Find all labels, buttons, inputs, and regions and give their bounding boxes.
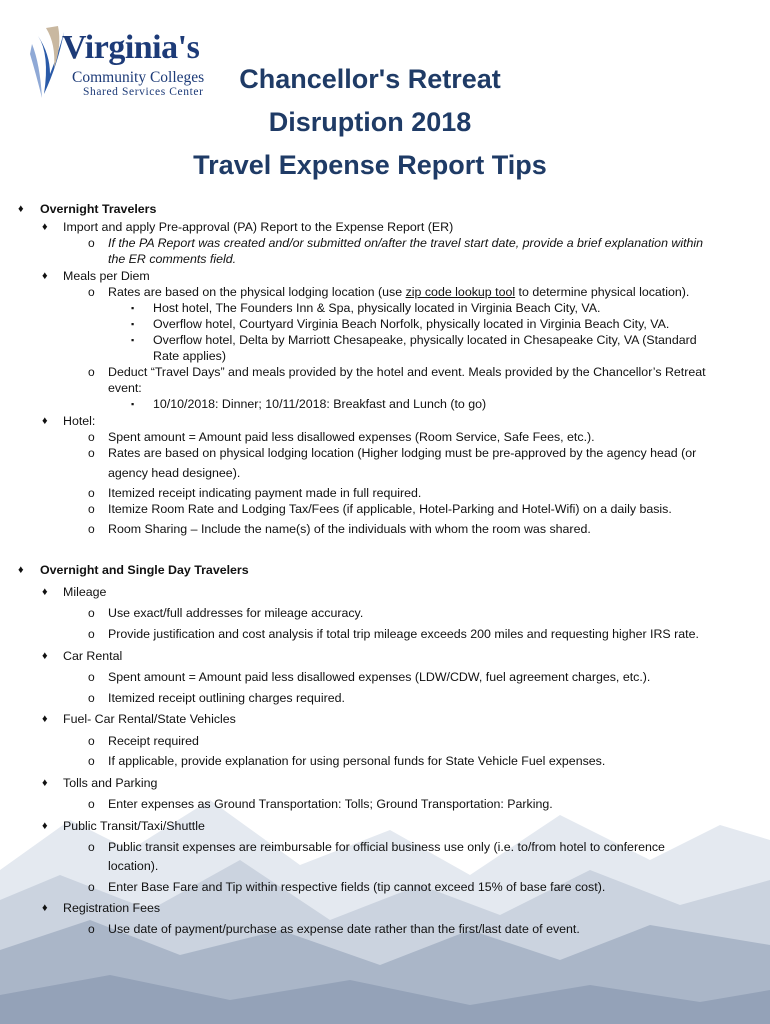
logo-subtitle: Community Colleges bbox=[72, 69, 205, 86]
diamond-bullet-icon: ♦ bbox=[42, 713, 48, 725]
list-item-rates bbox=[108, 284, 689, 300]
section-heading-overnight: Overnight Travelers bbox=[40, 202, 157, 216]
list-item: Room Sharing – Include the name(s) of the individuals with whom the room was shared. bbox=[108, 522, 591, 536]
list-item: Deduct “Travel Days” and meals provided by the hotel and event. Meals provided by the Chancellor’s Retreat bbox=[108, 365, 706, 379]
list-item: Public transit expenses are reimbursable for official business use only (i.e. to/from hotel to conference bbox=[108, 840, 665, 854]
rates-text-end: to determine physical location). bbox=[515, 285, 690, 299]
circle-bullet-icon: o bbox=[88, 236, 95, 250]
zip-code-lookup-link[interactable]: zip code lookup tool bbox=[405, 285, 516, 299]
square-bullet-icon: ▪ bbox=[131, 335, 135, 345]
diamond-bullet-icon: ♦ bbox=[42, 221, 48, 233]
list-item: Receipt required bbox=[108, 734, 199, 748]
section-heading-single-day: Overnight and Single Day Travelers bbox=[40, 563, 249, 577]
list-item: Enter Base Fare and Tip within respective fields (tip cannot exceed 15% of base fare cost). bbox=[108, 880, 606, 894]
square-bullet-icon: ▪ bbox=[131, 303, 135, 313]
list-item: Itemized receipt outlining charges required. bbox=[108, 691, 345, 705]
title-line-1: Chancellor's Retreat bbox=[239, 64, 501, 94]
subheading-hotel: Hotel: bbox=[63, 414, 96, 428]
list-item: Use exact/full addresses for mileage accuracy. bbox=[108, 606, 364, 620]
list-item: Spent amount = Amount paid less disallowed expenses (LDW/CDW, fuel agreement charges, etc.). bbox=[108, 670, 651, 684]
circle-bullet-icon: o bbox=[88, 691, 95, 705]
list-item-continued: Rate applies) bbox=[153, 349, 227, 363]
list-item-continued: event: bbox=[108, 381, 142, 395]
circle-bullet-icon: o bbox=[88, 502, 95, 516]
subheading-car-rental: Car Rental bbox=[63, 649, 123, 663]
circle-bullet-icon: o bbox=[88, 670, 95, 684]
list-item: Rates are based on physical lodging location (Higher lodging must be pre-approved by the agency head (or bbox=[108, 446, 697, 460]
diamond-bullet-icon: ♦ bbox=[18, 564, 24, 576]
subheading-meals: Meals per Diem bbox=[63, 269, 150, 283]
list-item: Spent amount = Amount paid less disallowed expenses (Room Service, Safe Fees, etc.). bbox=[108, 430, 595, 444]
logo-wordmark: Virginia's bbox=[62, 29, 200, 66]
title-line-2: Disruption 2018 bbox=[268, 107, 472, 137]
list-item: If applicable, provide explanation for using personal funds for State Vehicle Fuel expenses. bbox=[108, 754, 606, 768]
circle-bullet-icon: o bbox=[88, 880, 95, 894]
circle-bullet-icon: o bbox=[88, 486, 95, 500]
list-item: Overflow hotel, Courtyard Virginia Beach Norfolk, physically located in Virginia Beach City, VA. bbox=[153, 317, 670, 331]
list-item-continued: the ER comments field. bbox=[108, 252, 237, 266]
circle-bullet-icon: o bbox=[88, 840, 95, 854]
diamond-bullet-icon: ♦ bbox=[42, 586, 48, 598]
list-item: Enter expenses as Ground Transportation: Tolls; Ground Transportation: Parking. bbox=[108, 797, 553, 811]
square-bullet-icon: ▪ bbox=[131, 399, 135, 409]
title-line-3: Travel Expense Report Tips bbox=[193, 150, 547, 180]
circle-bullet-icon: o bbox=[88, 365, 95, 379]
list-item-continued: agency head designee). bbox=[108, 466, 241, 480]
circle-bullet-icon: o bbox=[88, 797, 95, 811]
circle-bullet-icon: o bbox=[88, 922, 95, 936]
subheading-mileage: Mileage bbox=[63, 585, 107, 599]
subheading-transit: Public Transit/Taxi/Shuttle bbox=[63, 819, 205, 833]
diamond-bullet-icon: ♦ bbox=[42, 902, 48, 914]
subheading-registration: Registration Fees bbox=[63, 901, 161, 915]
subheading-tolls: Tolls and Parking bbox=[63, 776, 158, 790]
list-item: Import and apply Pre-approval (PA) Report to the Expense Report (ER) bbox=[63, 220, 454, 234]
rates-text: Rates are based on the physical lodging location (use bbox=[108, 285, 406, 299]
diamond-bullet-icon: ♦ bbox=[42, 270, 48, 282]
circle-bullet-icon: o bbox=[88, 430, 95, 444]
square-bullet-icon: ▪ bbox=[131, 319, 135, 329]
circle-bullet-icon: o bbox=[88, 522, 95, 536]
list-item-continued: location). bbox=[108, 859, 159, 873]
list-item: Itemized receipt indicating payment made in full required. bbox=[108, 486, 422, 500]
list-item: Provide justification and cost analysis if total trip mileage exceeds 200 miles and requesting higher IRS rate. bbox=[108, 627, 699, 641]
circle-bullet-icon: o bbox=[88, 734, 95, 748]
diamond-bullet-icon: ♦ bbox=[42, 415, 48, 427]
circle-bullet-icon: o bbox=[88, 754, 95, 768]
list-item: Host hotel, The Founders Inn & Spa, physically located in Virginia Beach City, VA. bbox=[153, 301, 601, 315]
diamond-bullet-icon: ♦ bbox=[42, 820, 48, 832]
list-item: Itemize Room Rate and Lodging Tax/Fees (if applicable, Hotel-Parking and Hotel-Wifi) on a daily basis. bbox=[108, 502, 672, 516]
list-item: Overflow hotel, Delta by Marriott Chesapeake, physically located in Chesapeake City, VA (Standard bbox=[153, 333, 697, 347]
subheading-fuel: Fuel- Car Rental/State Vehicles bbox=[63, 712, 236, 726]
diamond-bullet-icon: ♦ bbox=[42, 777, 48, 789]
diamond-bullet-icon: ♦ bbox=[18, 203, 24, 215]
logo-tagline: Shared Services Center bbox=[83, 86, 204, 98]
circle-bullet-icon: o bbox=[88, 285, 95, 299]
circle-bullet-icon: o bbox=[88, 606, 95, 620]
list-item: 10/10/2018: Dinner; 10/11/2018: Breakfast and Lunch (to go) bbox=[153, 397, 487, 411]
list-item: Use date of payment/purchase as expense date rather than the first/last date of event. bbox=[108, 922, 580, 936]
diamond-bullet-icon: ♦ bbox=[42, 650, 48, 662]
list-item: If the PA Report was created and/or submitted on/after the travel start date, provide a brief explanation within bbox=[108, 236, 704, 250]
circle-bullet-icon: o bbox=[88, 446, 95, 460]
circle-bullet-icon: o bbox=[88, 627, 95, 641]
